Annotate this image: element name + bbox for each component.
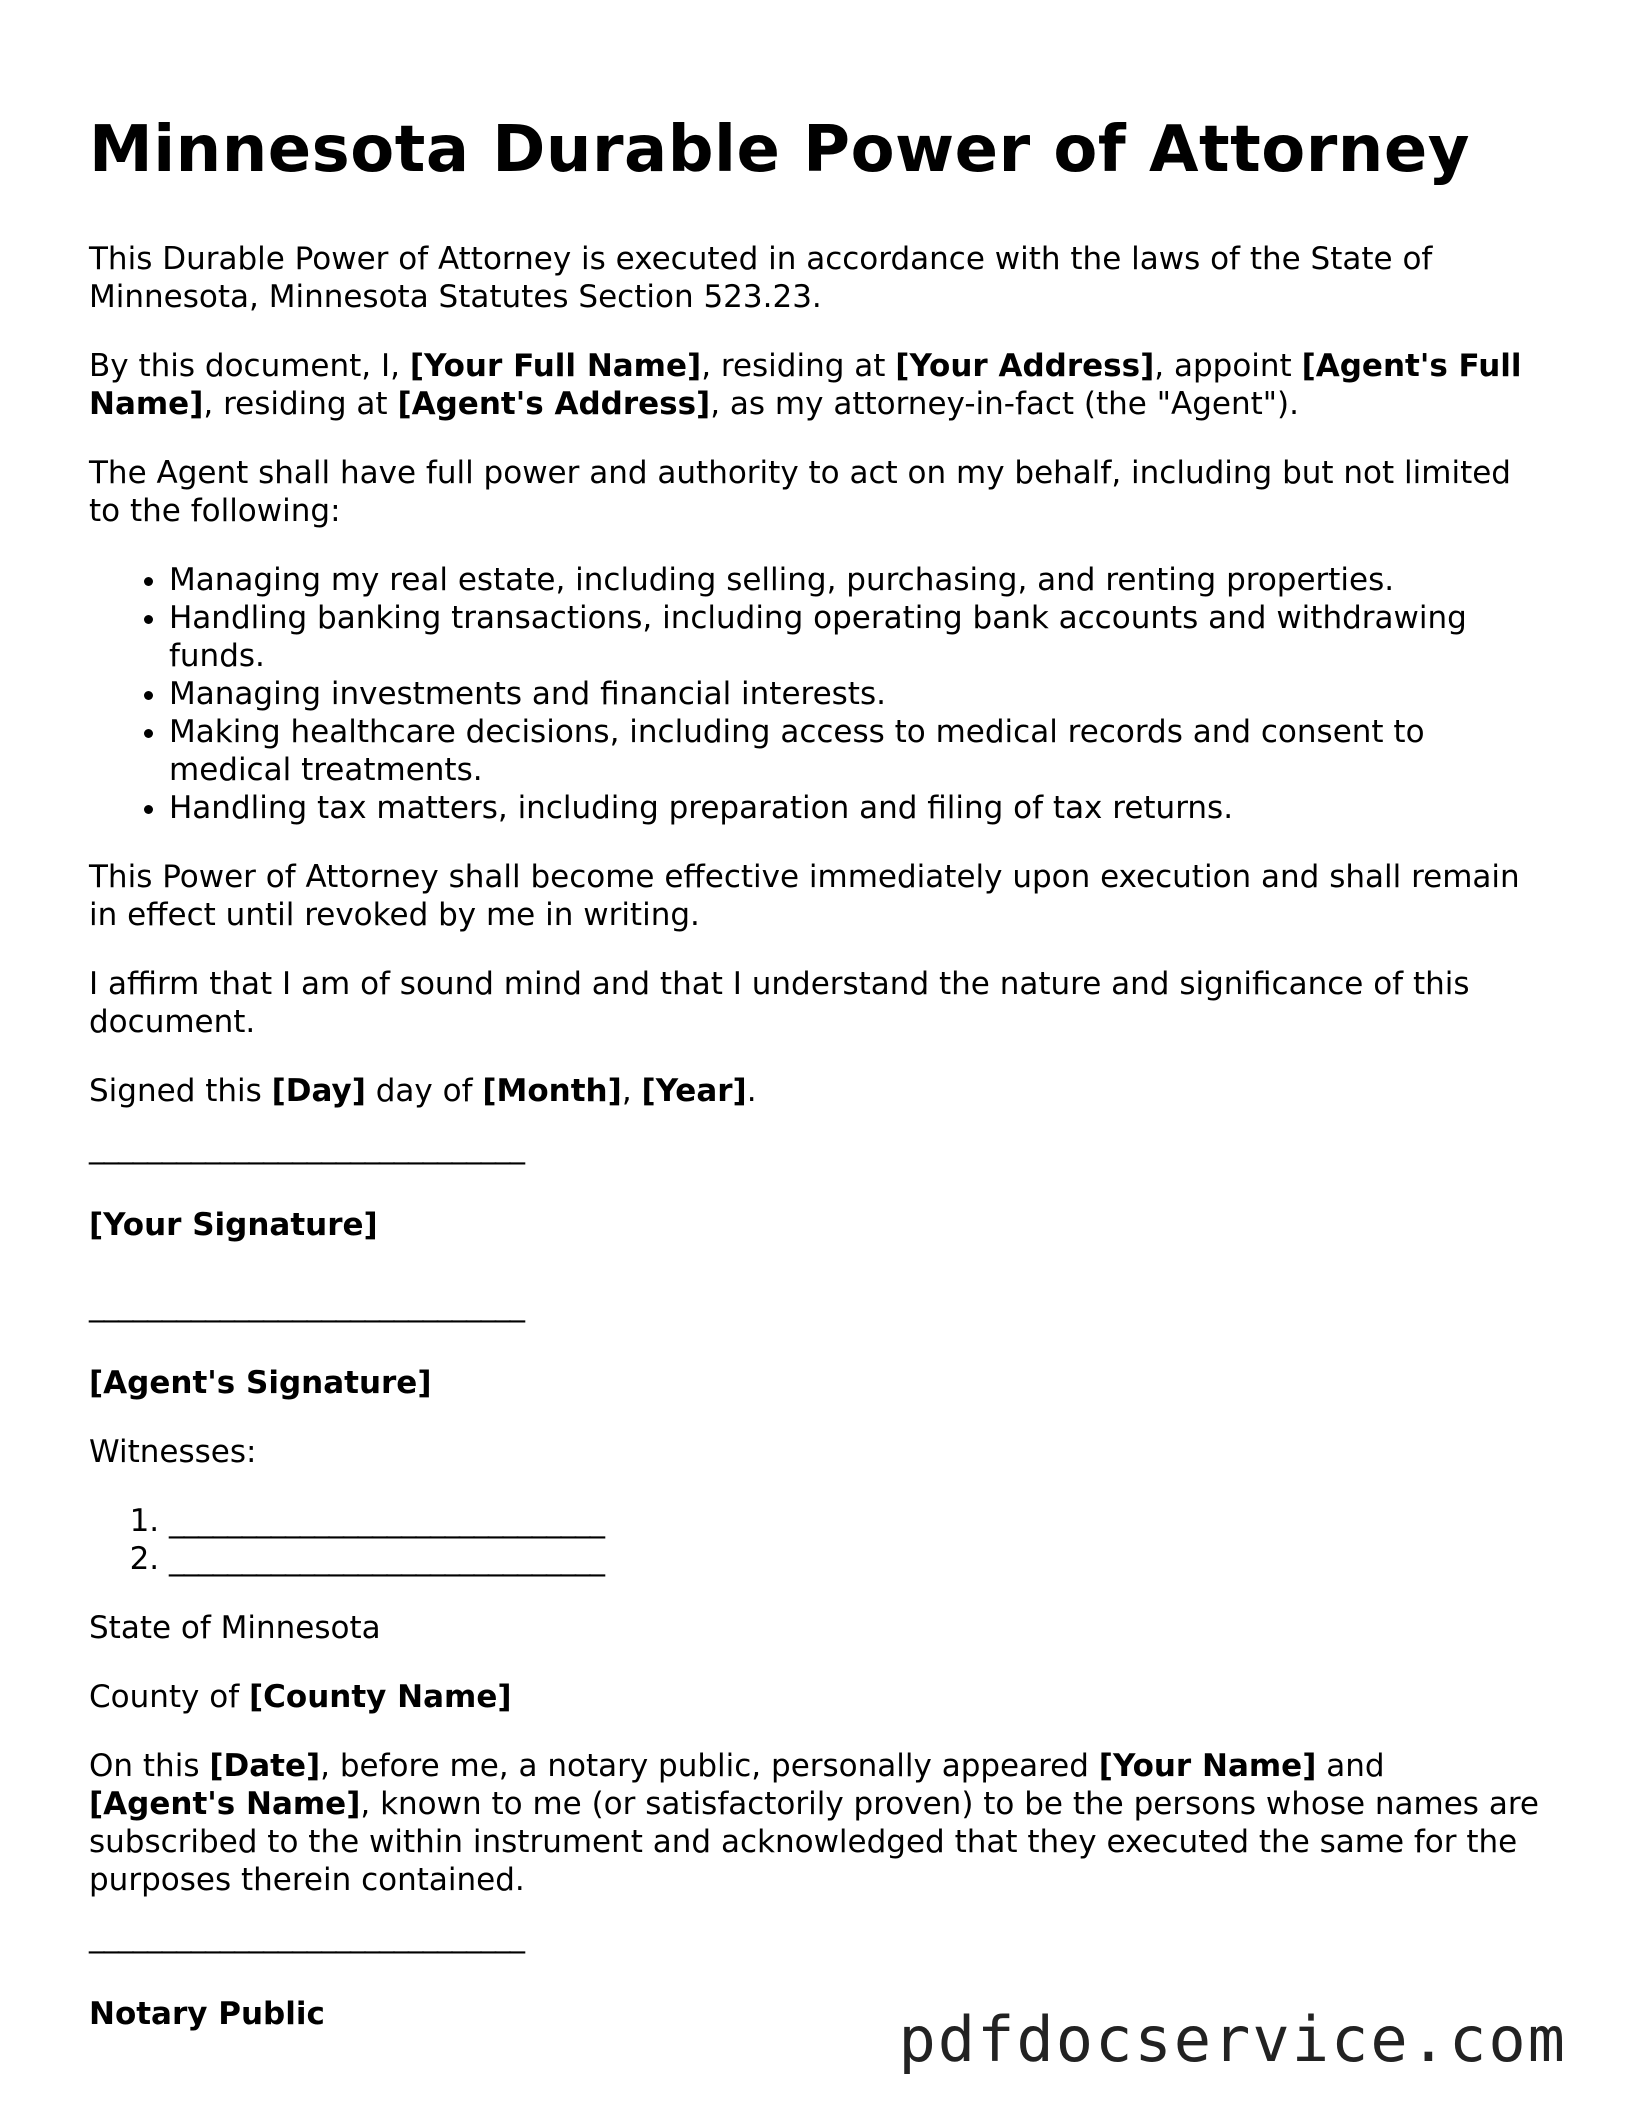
document-page [89, 110, 1539, 2095]
notary-public-label: Notary Public [89, 1996, 325, 2032]
year-field: [Year] [641, 1073, 747, 1109]
document-title: Minnesota Durable Power of Attorney [89, 113, 1470, 187]
county-line: County of [County Name] [89, 1679, 512, 1715]
principal-signature-line: ______________________________ [89, 1129, 524, 1165]
notary-date-field: [Date] [209, 1748, 321, 1784]
notary-signature-line: ______________________________ [89, 1918, 524, 1954]
state-line: State of Minnesota [89, 1610, 381, 1646]
county-name-field: [County Name] [249, 1679, 512, 1715]
appointment-paragraph: By this document, I, [Your Full Name], residing at [Your Address], appoint [Agent's Full Name], residing at [Agent's Address], as my attorney-in-fact (the "Agent"). [89, 348, 1522, 422]
month-field: [Month] [482, 1073, 622, 1109]
principal-name-field: [Your Full Name] [409, 348, 702, 384]
affirm-paragraph: I affirm that I am of sound mind and that I understand the nature and significance of this document. [89, 966, 1470, 1040]
list-item: • Managing investments and financial interests. [169, 675, 1539, 713]
list-item: • Handling banking transactions, including operating bank accounts and withdrawing funds. [169, 599, 1539, 675]
witnesses-label: Witnesses: [89, 1434, 257, 1470]
agent-signature-label: [Agent's Signature] [89, 1365, 432, 1401]
list-item: • Handling tax matters, including preparation and filing of tax returns. [169, 789, 1539, 827]
principal-address-field: [Your Address] [895, 348, 1155, 384]
powers-list [89, 561, 1539, 827]
effective-paragraph: This Power of Attorney shall become effective immediately upon execution and shall remain in effect until revoked by me in writing. [89, 859, 1520, 933]
watermark: pdfdocservice.com [898, 2003, 1567, 2076]
powers-intro: The Agent shall have full power and authority to act on my behalf, including but not limited to the following: [89, 455, 1511, 529]
intro-paragraph: This Durable Power of Attorney is executed in accordance with the laws of the State of Minnesota, Minnesota Statutes Section 523.23. [89, 241, 1433, 315]
witness-line: 1. ______________________________ [169, 1502, 1539, 1540]
agent-signature-line: ______________________________ [89, 1287, 524, 1323]
notary-agent-name-field: [Agent's Name] [89, 1786, 361, 1822]
witnesses-list [89, 1502, 1539, 1578]
agent-address-field: [Agent's Address] [397, 386, 711, 422]
list-item: • Managing my real estate, including selling, purchasing, and renting properties. [169, 561, 1539, 599]
notary-paragraph: On this [Date], before me, a notary public, personally appeared [Your Name] and [Agent's Name], known to me (or satisfactorily proven) to be the persons whose names are subscribed to the within instrument and acknowledged that they executed the same for the purposes therein contained. [89, 1748, 1539, 1898]
day-field: [Day] [271, 1073, 366, 1109]
signed-date-paragraph: Signed this [Day] day of [Month], [Year]. [89, 1073, 757, 1109]
agent-name-field: [Agent's Full Name] [89, 348, 1522, 422]
principal-signature-label: [Your Signature] [89, 1207, 378, 1243]
notary-principal-name-field: [Your Name] [1098, 1748, 1317, 1784]
witness-line: 2. ______________________________ [169, 1540, 1539, 1578]
list-item: • Making healthcare decisions, including access to medical records and consent to medical treatments. [169, 713, 1539, 789]
